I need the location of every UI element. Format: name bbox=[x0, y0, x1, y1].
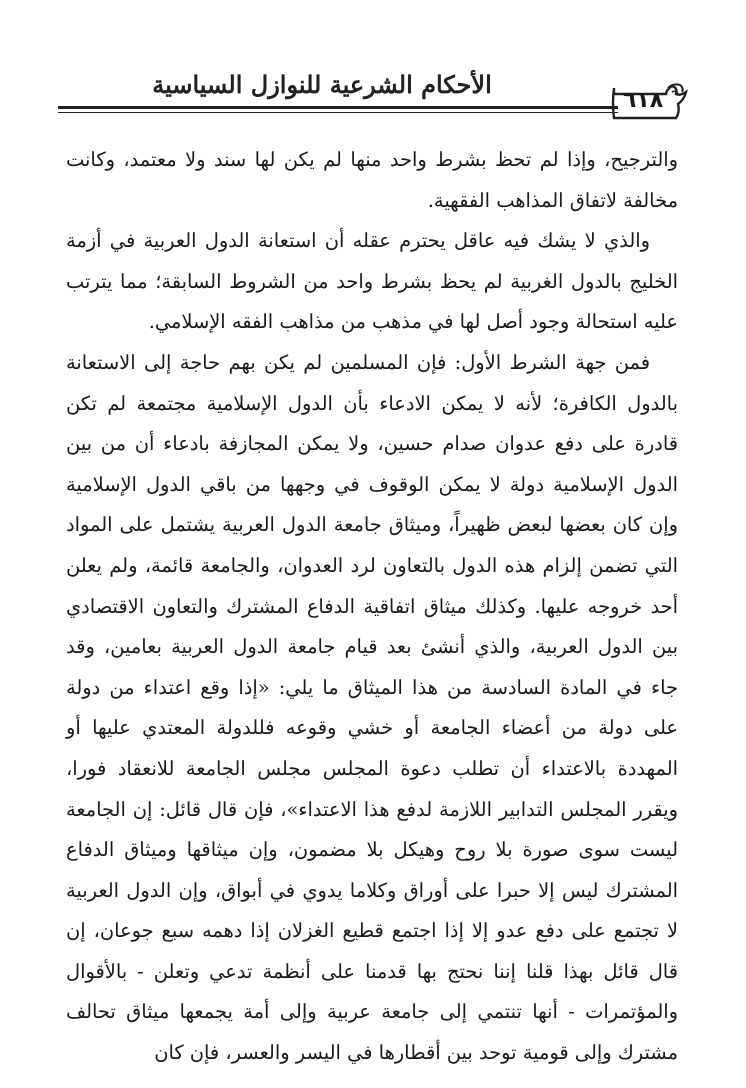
page-body bbox=[66, 140, 678, 1074]
book-title: الأحكام الشرعية للنوازل السياسية bbox=[152, 70, 492, 99]
page-number-frame bbox=[610, 82, 688, 124]
page-number: ٦١٨ bbox=[622, 88, 664, 113]
page-header bbox=[58, 60, 690, 132]
header-rule-thin bbox=[58, 112, 618, 113]
paragraph-2: والذي لا يشك فيه عاقل يحترم عقله أن استعانة الدول العربية في أزمة الخليج بالدول الغربية لم يحظ بشرط واحد من الشروط السابقة؛ مما يترتب عليه استحالة وجود أصل لها في مذهب من مذاهب الفقه الإسلامي. bbox=[66, 229, 678, 334]
paragraph-3: فمن جهة الشرط الأول: فإن المسلمين لم يكن بهم حاجة إلى الاستعانة بالدول الكافرة؛ لأنه لا يمكن الادعاء بأن الدول الإسلامية مجتمعة لم تكن قادرة على دفع عدوان صدام حسين، ولا يمكن المجازفة بادعاء أن من بين الدول الإسلامية دولة لا يمكن الوقوف في وجهها من باقي الدول الإسلامية وإن كان بعضها لبعض ظهيراً، وميثاق جامعة الدول العربية يشتمل على المواد التي تضمن إلزام هذه الدول بالتعاون لرد العدوان، والجامعة قائمة، ولم يعلن أحد خروجه عليها. وكذلك ميثاق اتفاقية الدفاع المشترك والتعاون الاقتصادي بين الدول العربية، والذي أنشئ بعد قيام جامعة الدول العربية بعامين، وقد جاء في المادة السادسة من هذا الميثاق ما يلي: «إذا وقع اعتداء من دولة على دولة من أعضاء الجامعة أو خشي وقوعه فللدولة المعتدي عليها أو المهددة بالاعتداء أن تطلب دعوة المجلس مجلس الجامعة للانعقاد فورا، ويقرر المجلس التدابير اللازمة لدفع هذا الاعتداء»، فإن قال قائل: إن الجامعة ليست سوى صورة بلا روح وهيكل بلا مضمون، وإن ميثاقها وميثاق الدفاع المشترك ليس إلا حبرا على أوراق وكلاما يدوي في أبواق، وإن الدول العربية لا تجتمع على دفع عدو إلا إذا اجتمع قطيع الغزلان إذا دهمه سبع جوعان، إن قال قائل بهذا قلنا إننا نحتج بها قدمنا على أنظمة تدعي وتعلن - بالأقوال والمؤتمرات - أنها تنتمي إلى جامعة عربية وإلى أمة يجمعها ميثاق تحالف مشترك وإلى قومية توحد بين أقطارها في اليسر والعسر، فإن كان bbox=[66, 350, 678, 1065]
paragraph-1: والترجيح، وإذا لم تحظ بشرط واحد منها لم يكن لها سند ولا معتمد، وكانت مخالفة لاتفاق المذاهب الفقهية. bbox=[66, 148, 678, 212]
header-rule bbox=[58, 106, 618, 109]
